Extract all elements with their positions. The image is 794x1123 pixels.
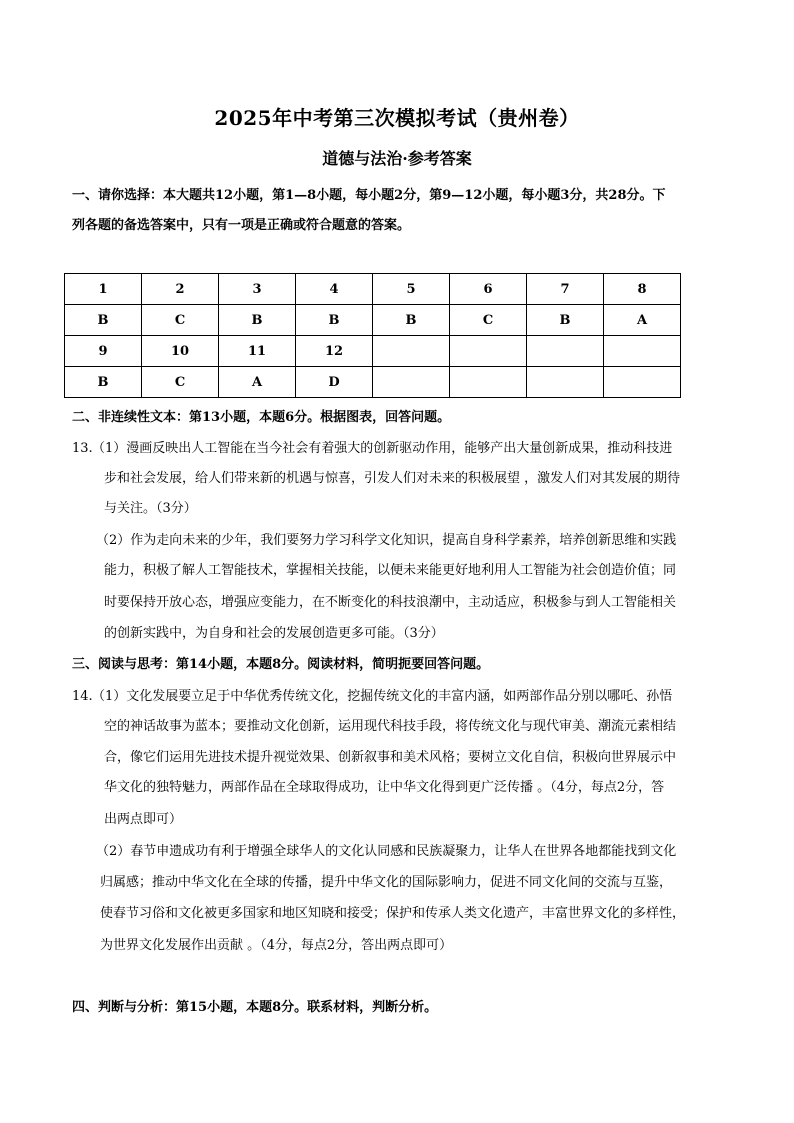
table-cell (373, 367, 450, 398)
table-row (65, 305, 681, 336)
question-14-number: 14. (72, 689, 93, 704)
q13-part2-line: 时要保持开放心态，增强应变能力，在不断变化的科技浪潮中，主动适应，积极参与到人工智能相关 (104, 595, 677, 610)
table-cell: C (142, 305, 219, 336)
table-cell (450, 336, 527, 367)
table-cell: B (373, 305, 450, 336)
section1-instruction-line2: 列各题的备选答案中，只有一项是正确或符合题意的答案。 (72, 218, 411, 233)
table-cell: D (296, 367, 373, 398)
table-row (65, 336, 681, 367)
q14-part2-line: 使春节习俗和文化被更多国家和地区知晓和接受；保护和传承人类文化遗产，丰富世界文化的多样性， (100, 906, 686, 921)
q13-part2-line: 的创新实践中，为自身和社会的发展创造更多可能。（3分） (104, 626, 444, 641)
page-title: 2025年中考第三次模拟考试（贵州卷） (214, 106, 580, 130)
q14-part2-line: （2）春节申遗成功有利于增强全球华人的文化认同感和民族凝聚力，让华人在世界各地都能找到文化 (96, 844, 677, 859)
q14-part1-line: 出两点即可） (104, 812, 183, 827)
section3-heading: 三、阅读与思考：第14小题，本题8分。阅读材料，简明扼要回答问题。 (72, 657, 490, 672)
table-cell: 1 (65, 274, 142, 305)
answer-table (64, 273, 681, 398)
table-cell (604, 367, 681, 398)
q14-part2-line: 为世界文化发展作出贡献 。（4分，每点2分，答出两点即可） (100, 938, 453, 953)
q14-part1-line: （1）文化发展要立足于中华优秀传统文化，挖掘传统文化的丰富内涵，如两部作品分别以哪吒、孙悟 (92, 689, 673, 704)
table-row (65, 367, 681, 398)
table-cell: 3 (219, 274, 296, 305)
table-cell (527, 336, 604, 367)
table-cell: 12 (296, 336, 373, 367)
table-row (65, 274, 681, 305)
table-cell: 6 (450, 274, 527, 305)
q13-part2-line: （2）作为走向未来的少年，我们要努力学习科学文化知识，提高自身科学素养，培养创新思维和实践 (96, 533, 677, 548)
q14-part1-line: 合，像它们运用先进技术提升视觉效果、创新叙事和美术风格；要树立文化自信，积极向世界展示中 (104, 750, 677, 765)
table-cell: A (604, 305, 681, 336)
table-cell: 9 (65, 336, 142, 367)
question-13-number: 13. (72, 441, 93, 456)
table-cell: A (219, 367, 296, 398)
q13-part1-line: 步和社会发展，给人们带来新的机遇与惊喜，引发人们对未来的积极展望 ，激发人们对其发展的期待 (104, 471, 681, 486)
section1-instruction-line1: 一、请你选择：本大题共12小题，第1—8小题，每小题2分，第9—12小题，每小题3分，共28分。下 (72, 188, 666, 203)
table-cell: 5 (373, 274, 450, 305)
table-cell (604, 336, 681, 367)
table-cell: B (65, 367, 142, 398)
section4-heading: 四、判断与分析：第15小题，本题8分。联系材料，判断分析。 (72, 1000, 438, 1015)
table-cell: 7 (527, 274, 604, 305)
table-cell: 2 (142, 274, 219, 305)
table-cell: B (296, 305, 373, 336)
table-cell (527, 367, 604, 398)
q13-part1-line: （1）漫画反映出人工智能在当今社会有着强大的创新驱动作用，能够产出大量创新成果，推动科技进 (92, 441, 673, 456)
q13-part2-line: 能力，积极了解人工智能技术，掌握相关技能，以便未来能更好地利用人工智能为社会创造价值；同 (104, 563, 677, 578)
page-subtitle: 道德与法治·参考答案 (322, 149, 472, 168)
table-cell: 8 (604, 274, 681, 305)
q14-part1-line: 空的神话故事为蓝本；要推动文化创新，运用现代科技手段，将传统文化与现代审美、潮流元素相结 (104, 719, 677, 734)
table-cell: B (527, 305, 604, 336)
table-cell (450, 367, 527, 398)
table-cell: 11 (219, 336, 296, 367)
table-cell: 4 (296, 274, 373, 305)
table-cell: C (142, 367, 219, 398)
q13-part1-line: 与关注。（3分） (104, 501, 197, 516)
q14-part2-line: 归属感；推动中华文化在全球的传播，提升中华文化的国际影响力，促进不同文化间的交流与互鉴， (100, 875, 673, 890)
table-cell: 10 (142, 336, 219, 367)
table-cell: B (219, 305, 296, 336)
table-cell: B (65, 305, 142, 336)
table-cell (373, 336, 450, 367)
section2-heading: 二、非连续性文本：第13小题，本题6分。根据图表，回答问题。 (72, 410, 451, 425)
q14-part1-line: 华文化的独特魅力，两部作品在全球取得成功，让中华文化得到更广泛传播 。（4分，每点2分，答 (104, 780, 665, 795)
table-cell: C (450, 305, 527, 336)
